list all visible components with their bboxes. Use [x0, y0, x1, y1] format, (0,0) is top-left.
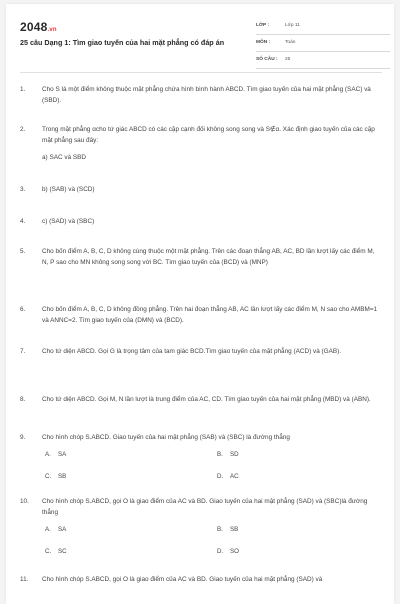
option-text: SB	[230, 526, 239, 533]
meta-value: Lớp 11	[285, 23, 300, 28]
option-row	[45, 524, 380, 535]
question-item	[20, 346, 380, 394]
question-list	[20, 84, 380, 585]
meta-row-subject	[256, 37, 390, 52]
site-logo[interactable]	[20, 20, 57, 34]
logo-tld: .vn	[47, 27, 57, 33]
option-key: B.	[217, 526, 223, 533]
question-item	[20, 304, 380, 346]
question-number: 9.	[20, 434, 26, 441]
option-key: A.	[45, 526, 51, 533]
question-item	[20, 496, 380, 574]
question-number: 1.	[20, 86, 26, 93]
answer-option[interactable]	[217, 546, 239, 557]
meta-row-class	[256, 20, 390, 35]
option-row	[45, 546, 380, 557]
question-number: 7.	[20, 348, 26, 355]
question-item	[20, 394, 380, 432]
answer-option[interactable]	[45, 471, 66, 482]
question-number: 4.	[20, 218, 26, 225]
question-text: Cho bốn điểm A, B, C, D không đồng phẳng. Trên hai đoạn thẳng AB, AC lần lượt lấy các điểm M, N sao cho AMBM=1 và ANNC=2. Tìm giao tuyến của (DMN) và (BCD).	[42, 306, 378, 324]
question-text: Cho tứ diện ABCD. Gọi M, N lần lượt là trung điểm của AC, CD. Tìm giao tuyến của hai mặt phẳng (MBD) và (ABN).	[42, 396, 371, 403]
option-key: C.	[45, 473, 52, 480]
question-number: 3.	[20, 186, 26, 193]
answer-option[interactable]	[217, 471, 239, 482]
option-text: AC	[230, 473, 239, 480]
answer-option[interactable]	[45, 449, 66, 460]
meta-label: SỐ CÂU :	[256, 57, 278, 62]
answer-options	[45, 524, 380, 557]
option-text: SC	[58, 548, 67, 555]
option-text: SA	[58, 451, 67, 458]
meta-value: 25	[285, 57, 291, 62]
meta-label: LỚP :	[256, 23, 270, 28]
question-text: Cho hình chóp S.ABCD, gọi O là giao điểm của AC và BD. Giao tuyến của hai mặt phẳng (SAD) và (SBC)là đường thẳng	[42, 498, 368, 516]
document-meta	[256, 20, 390, 71]
answer-options	[45, 449, 380, 482]
question-subpart: a) SAC và SBD	[42, 154, 87, 161]
question-number: 2.	[20, 126, 26, 133]
meta-row-question-count	[256, 54, 390, 69]
option-text: SO	[230, 548, 239, 555]
question-number: 8.	[20, 396, 26, 403]
question-number: 11.	[20, 576, 29, 583]
option-text: SD	[230, 451, 239, 458]
answer-option[interactable]	[217, 449, 239, 460]
question-number: 5.	[20, 248, 26, 255]
option-key: D.	[217, 473, 224, 480]
option-row	[45, 449, 380, 460]
option-row	[45, 471, 380, 482]
question-item	[20, 216, 380, 246]
option-key: B.	[217, 451, 223, 458]
question-text: Cho hình chóp S.ABCD. Giao tuyến của hai mặt phẳng (SAB) và (SBC) là đường thẳng	[42, 434, 290, 441]
question-item	[20, 574, 380, 585]
logo-brand: 2048	[20, 20, 48, 34]
document-header	[20, 18, 390, 68]
option-text: SA	[58, 526, 67, 533]
question-item	[20, 246, 380, 304]
question-text: b) (SAB) và (SCD)	[42, 186, 95, 193]
answer-option[interactable]	[45, 524, 66, 535]
option-key: C.	[45, 548, 52, 555]
question-text: Cho bốn điểm A, B, C, D không cùng thuộc một mặt phẳng. Trên các đoạn thẳng AB, AC, BD lần lượt lấy các điểm M, N, P sao cho MN không song song với BC. Tìm giao tuyến của (BCD) và (MNP)	[42, 248, 375, 266]
option-key: D.	[217, 548, 224, 555]
question-item	[20, 184, 380, 216]
header-divider	[20, 72, 382, 73]
question-number: 6.	[20, 306, 26, 313]
document-title: 25 câu Dạng 1: Tìm giao tuyến của hai mặt phẳng có đáp án	[20, 38, 225, 47]
option-text: SB	[58, 473, 67, 480]
question-item	[20, 84, 380, 124]
meta-value: Toán	[285, 40, 296, 45]
question-text: Trong mặt phẳng αcho tứ giác ABCD có các cặp cạnh đối không song song và S∉α. Xác định giao tuyến của các cặp mặt phẳng sau đây:	[42, 126, 375, 144]
question-text: Cho S là một điểm không thuộc mặt phẳng chứa hình bình hành ABCD. Tìm giao tuyến của hai mặt phẳng (SAC) và (SBD).	[42, 86, 371, 104]
question-text: Cho hình chóp S.ABCD, gọi O là giao điểm của AC và BD. Giao tuyến của hai mặt phẳng (SAD) và	[42, 576, 323, 583]
answer-option[interactable]	[45, 546, 67, 557]
question-text: Cho tứ diện ABCD. Gọi G là trọng tâm của tam giác BCD.Tìm giao tuyến của mặt phẳng (ACD) và (GAB).	[42, 348, 342, 355]
question-item	[20, 124, 380, 184]
question-text: c) (SAD) và (SBC)	[42, 218, 95, 225]
answer-option[interactable]	[217, 524, 238, 535]
question-item	[20, 432, 380, 496]
meta-label: MÔN :	[256, 40, 271, 45]
question-number: 10.	[20, 498, 29, 505]
document-page	[6, 4, 394, 604]
option-key: A.	[45, 451, 51, 458]
